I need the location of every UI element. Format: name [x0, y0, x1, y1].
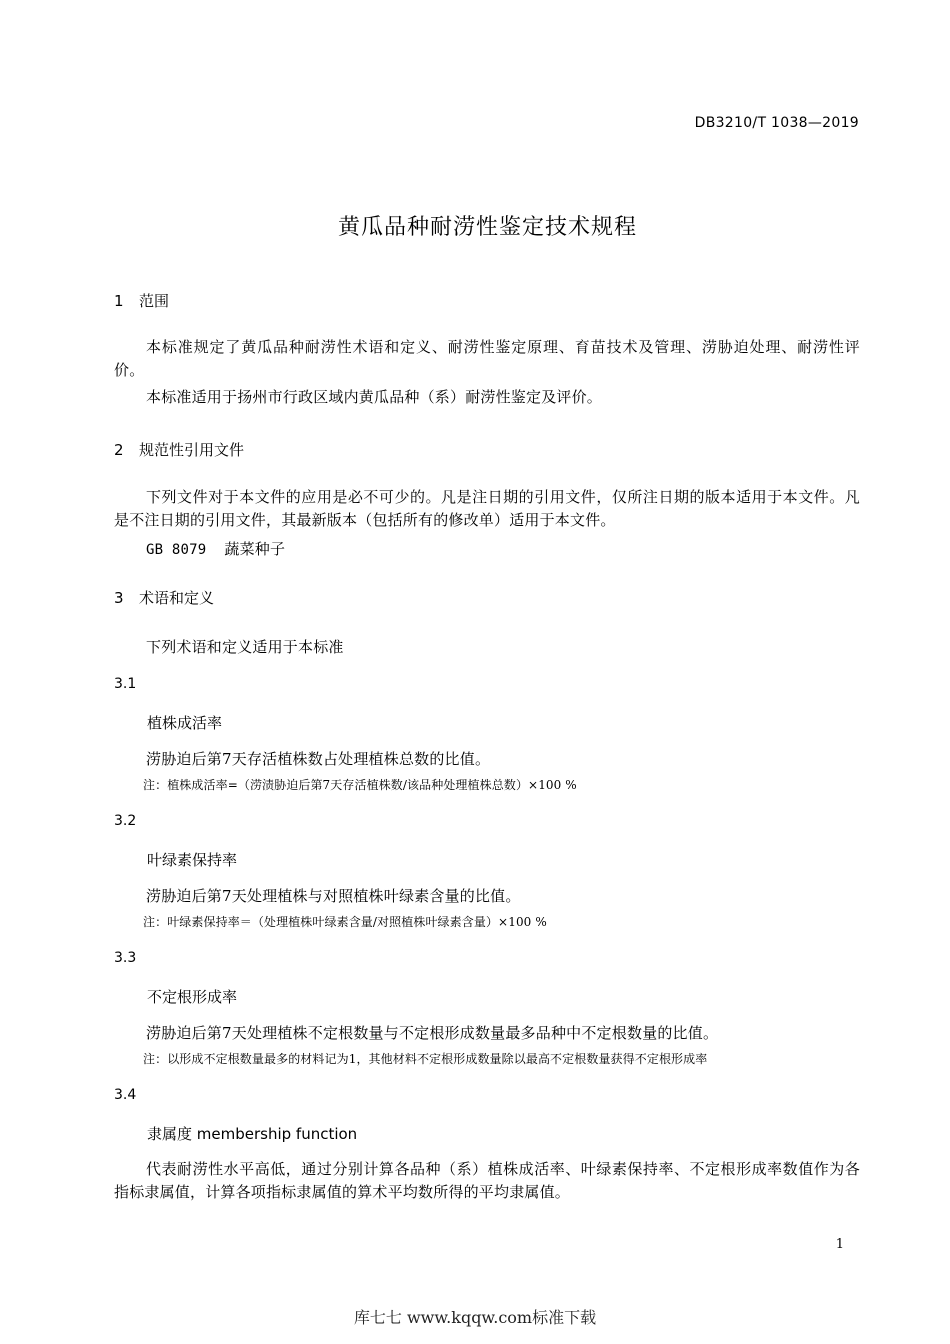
note-text: 以形成不定根数量最多的材料记为1，其他材料不定根形成数量除以最高不定根数量获得不定根形成率: [167, 1052, 708, 1066]
term-note: [143, 913, 547, 930]
note-text: 植株成活率=（涝渍胁迫后第7天存活植株数/该品种处理植株总数）×100 %: [167, 778, 577, 792]
section-1-paragraph-2: 本标准适用于扬州市行政区域内黄瓜品种（系）耐涝性鉴定及评价。: [146, 388, 603, 406]
term-note: [143, 1050, 707, 1067]
document-title: 黄瓜品种耐涝性鉴定技术规程: [337, 215, 637, 240]
section-number: 2: [114, 441, 124, 459]
term-definition: 涝胁迫后第7天处理植株不定根数量与不定根形成数量最多品种中不定根数量的比值。: [146, 1024, 719, 1042]
note-label: 注：: [143, 915, 168, 929]
footer-watermark: 库七七 www.kqqw.com标准下载: [353, 1308, 597, 1327]
term-definition: 涝胁迫后第7天处理植株与对照植株叶绿素含量的比值。: [146, 887, 521, 905]
term-number: 3.4: [114, 1087, 137, 1103]
reference-title: 蔬菜种子: [224, 540, 286, 558]
term-definition: 涝胁迫后第7天存活植株数占处理植株总数的比值。: [146, 750, 491, 768]
section-3-heading: [114, 587, 214, 608]
note-text: 叶绿素保持率＝（处理植株叶绿素含量/对照植株叶绿素含量）×100 %: [167, 915, 547, 929]
term-name: 不定根形成率: [147, 988, 238, 1006]
section-number: 1: [114, 292, 124, 310]
term-number: 3.2: [114, 813, 137, 829]
section-2-heading: [114, 439, 244, 460]
note-label: 注：: [143, 1052, 168, 1066]
section-3-intro: 下列术语和定义适用于本标准: [146, 638, 344, 656]
term-note: [143, 776, 577, 793]
term-name: 叶绿素保持率: [147, 851, 238, 869]
section-2-paragraph-1: 下列文件对于本文件的应用是必不可少的。凡是注日期的引用文件，仅所注日期的版本适用于本文件。凡是不注日期的引用文件，其最新版本（包括所有的修改单）适用于本文件。: [114, 488, 860, 529]
page-number: 1: [835, 1237, 844, 1252]
section-title: 术语和定义: [139, 589, 215, 607]
term-number: 3.3: [114, 950, 137, 966]
term-name: 植株成活率: [147, 714, 223, 732]
section-title: 规范性引用文件: [139, 441, 245, 459]
section-1-heading: [114, 290, 169, 311]
term-number: 3.1: [114, 676, 137, 692]
reference-item: [146, 538, 285, 559]
section-1-paragraph-1: 本标准规定了黄瓜品种耐涝性术语和定义、耐涝性鉴定原理、育苗技术及管理、涝胁迫处理、耐涝性评价。: [114, 338, 860, 379]
section-title: 范围: [139, 292, 170, 310]
reference-code: GB 8079: [146, 542, 207, 558]
note-label: 注：: [143, 778, 168, 792]
term-name: 隶属度 membership function: [147, 1125, 358, 1143]
section-number: 3: [114, 589, 124, 607]
document-code: DB3210/T 1038—2019: [694, 115, 859, 131]
term-definition: 代表耐涝性水平高低，通过分别计算各品种（系）植株成活率、叶绿素保持率、不定根形成率数值作为各指标隶属值，计算各项指标隶属值的算术平均数所得的平均隶属值。: [114, 1160, 860, 1201]
